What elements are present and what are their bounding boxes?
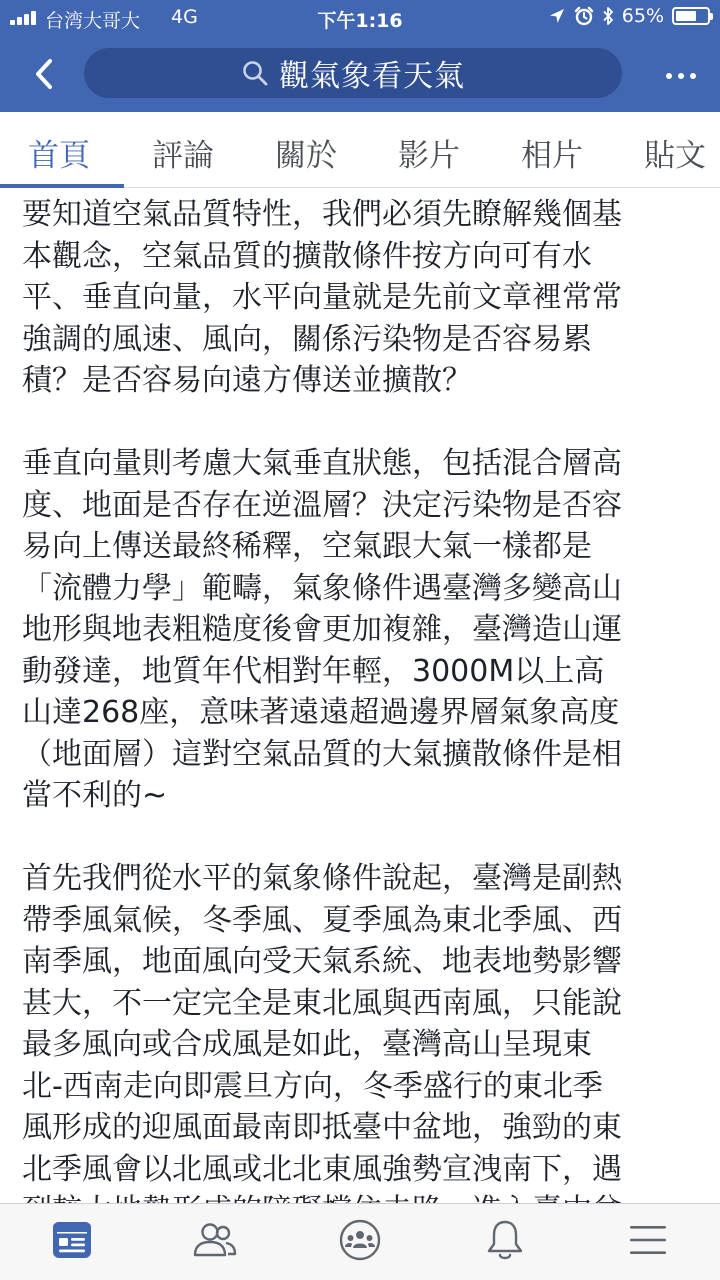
more-dots-icon xyxy=(663,64,699,83)
battery-icon xyxy=(672,7,710,25)
post-paragraph: 首先我們從水平的氣象條件說起，臺灣是副熱 帶季風氣候，冬季風、夏季風為東北季風、西 南季風，地面風向受天氣系統、地表地勢影響 甚大，不一定完全是東北風與西南風，只能說 最多風向或合成風是如此，臺灣高山呈現東 北-西南走向即震旦方向，冬季盛行的東北季 風形成的迎風面最南即抵臺中盆地，強勁的東 北季風會以北風或北北東風強勢宣洩南下，遇 xyxy=(22,861,622,1187)
bluetooth-icon xyxy=(602,6,614,26)
tab-videos[interactable]: 影片 xyxy=(398,138,460,174)
status-icons xyxy=(548,5,710,27)
post-content[interactable] xyxy=(22,194,712,1204)
network-type: 4G xyxy=(171,6,198,28)
alarm-clock-icon xyxy=(574,6,594,26)
menu-icon xyxy=(628,1223,668,1257)
menu-tab[interactable] xyxy=(626,1218,670,1262)
friends-icon xyxy=(192,1220,238,1260)
status-bar xyxy=(0,0,720,38)
battery-percent: 65% xyxy=(621,5,664,27)
carrier-name: 台湾大哥大 xyxy=(45,10,141,32)
tab-about[interactable]: 關於 xyxy=(275,138,337,174)
battery-level xyxy=(676,11,696,21)
groups-icon xyxy=(338,1218,382,1262)
location-arrow-icon xyxy=(548,7,566,25)
news-feed-icon xyxy=(51,1220,93,1260)
tab-home[interactable]: 首頁 xyxy=(28,138,90,174)
search-icon xyxy=(241,59,269,87)
bottom-tab-bar xyxy=(0,1203,720,1280)
tab-posts[interactable]: 貼文 xyxy=(644,138,706,174)
tab-photos[interactable]: 相片 xyxy=(521,138,583,174)
news-feed-tab[interactable] xyxy=(50,1218,94,1262)
app-header xyxy=(0,0,720,112)
notifications-tab[interactable] xyxy=(483,1218,527,1262)
groups-tab[interactable] xyxy=(338,1218,382,1262)
back-chevron-icon xyxy=(33,57,55,91)
friends-tab[interactable] xyxy=(193,1218,237,1262)
page-title: 觀氣象看天氣 xyxy=(279,59,465,94)
notifications-icon xyxy=(485,1218,525,1262)
post-paragraph: 要知道空氣品質特性，我們必須先瞭解幾個基 本觀念，空氣品質的擴散條件按方向可有水 平、垂直向量，水平向量就是先前文章裡常常 強調的風速、風向，關係污染物是否容易累 積？是否容易向遠方傳送並擴散？ xyxy=(22,197,622,398)
back-button[interactable] xyxy=(22,52,66,96)
more-options-button[interactable] xyxy=(656,50,706,96)
nav-bar xyxy=(0,44,720,106)
post-paragraph: 垂直向量則考慮大氣垂直狀態，包括混合層高 度、地面是否存在逆溫層？決定污染物是否容 易向上傳送最終稀釋，空氣跟大氣一樣都是 「流體力學」範疇，氣象條件遇臺灣多變高山 地形與地表粗糙度後會更加複雜，臺灣造山運 動發達，地質年代相對年輕，3000M以上高 山達268座，意味著遠遠超過邊界層氣象高度 （地面層）這對空氣品質的大氣擴散條件是相 當不利的~ xyxy=(22,446,622,813)
active-tab-indicator xyxy=(0,184,124,188)
status-time: 下午1:16 xyxy=(317,10,403,32)
tab-reviews[interactable]: 評論 xyxy=(152,138,214,174)
page-search-bar[interactable] xyxy=(84,48,622,98)
page-tabs xyxy=(0,112,720,188)
